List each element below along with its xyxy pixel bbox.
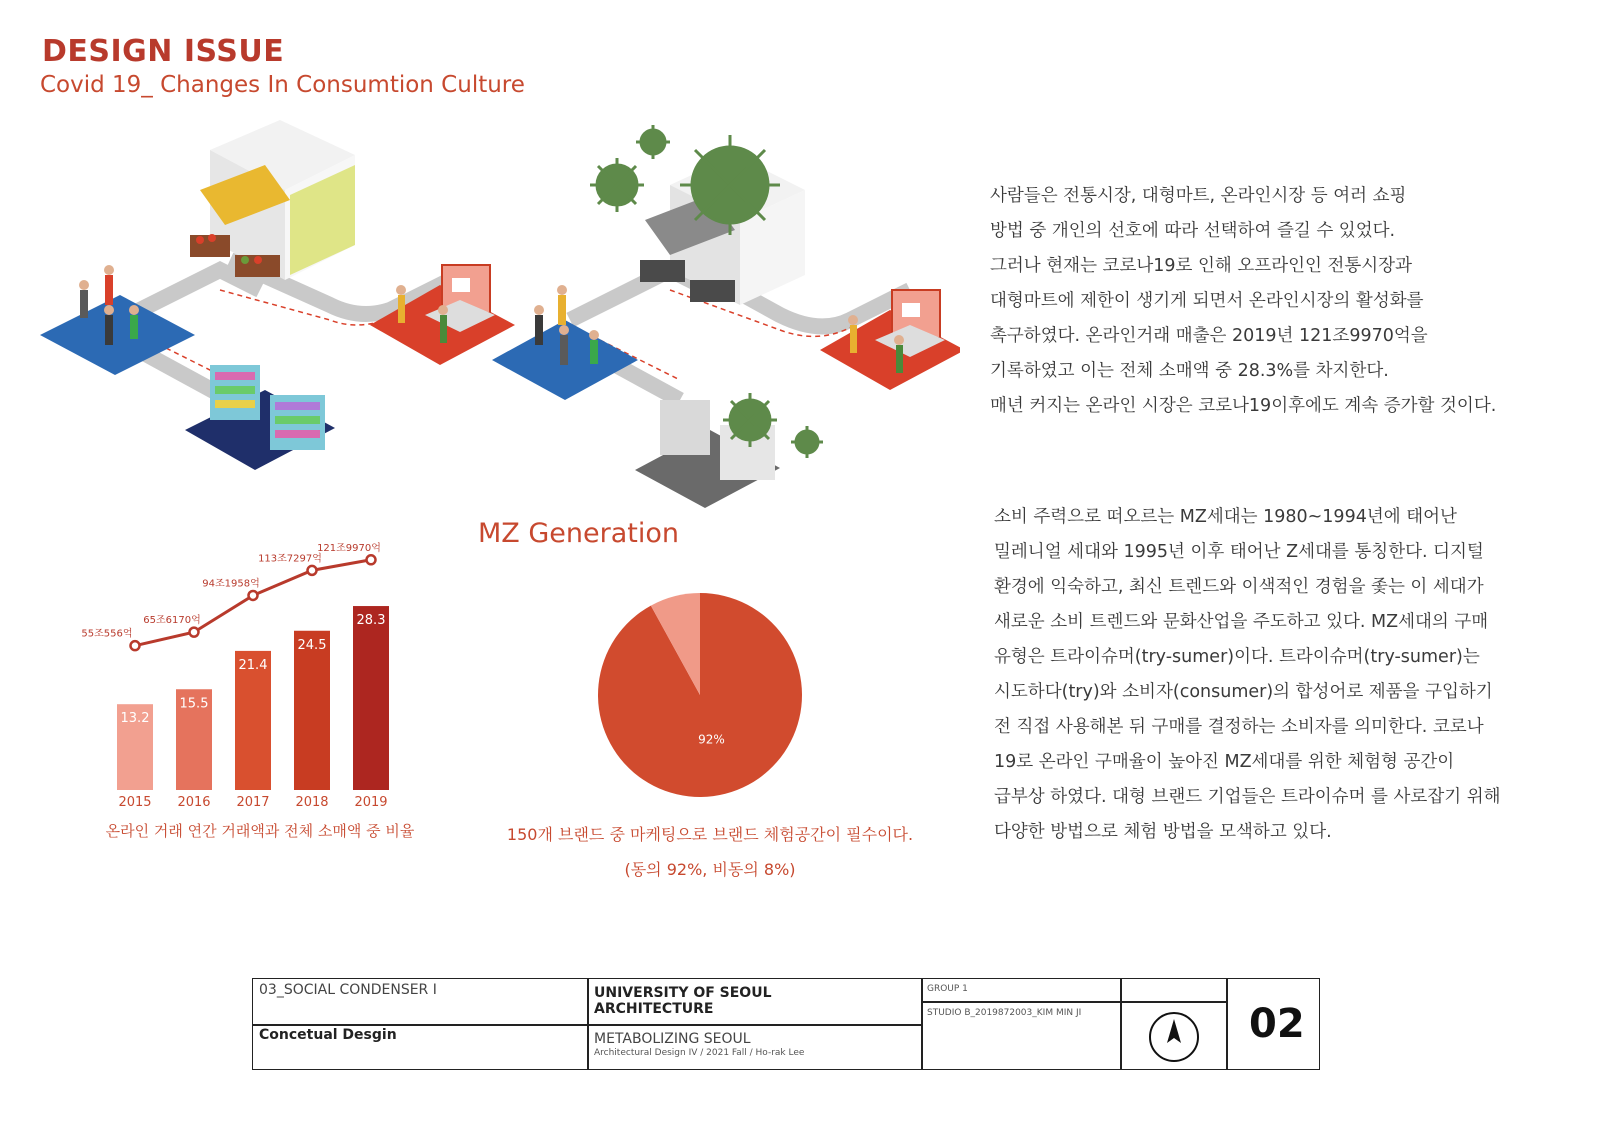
bar bbox=[294, 631, 330, 790]
line-series bbox=[135, 560, 371, 646]
line-value-label: 55조556억 bbox=[81, 628, 133, 640]
paragraph-line: 환경에 익숙하고, 최신 트렌드와 이색적인 경험을 좇는 이 세대가 bbox=[994, 577, 1484, 597]
studio-title: METABOLIZING SEOUL bbox=[594, 1031, 751, 1047]
paragraph-line: 대형마트에 제한이 생기게 되면서 온라인시장의 활성화를 bbox=[990, 291, 1424, 311]
line-point bbox=[308, 566, 317, 575]
paragraph-line: 방법 중 개인의 선호에 따라 선택하여 즐길 수 있었다. bbox=[990, 221, 1396, 241]
group-label: GROUP 1 bbox=[927, 984, 968, 994]
paragraph-line: 새로운 소비 트렌드와 문화산업을 주도하고 있다. MZ세대의 구매 bbox=[994, 612, 1489, 632]
paragraph-line: 촉구하였다. 온라인거래 매출은 2019년 121조9970억을 bbox=[990, 326, 1428, 346]
mz-paragraph bbox=[994, 500, 1554, 850]
paragraph-line: 전 직접 사용해본 뒤 구매를 결정하는 소비자를 의미한다. 코로나 bbox=[994, 717, 1484, 737]
page-title: DESIGN ISSUE bbox=[42, 34, 285, 69]
line-value-label: 94조1958억 bbox=[202, 578, 260, 590]
paragraph-line: 그러나 현재는 코로나19로 인해 오프라인인 전통시장과 bbox=[990, 256, 1412, 276]
university-name bbox=[594, 985, 772, 1017]
university-line: UNIVERSITY OF SEOUL bbox=[594, 985, 772, 1001]
pie-chart-caption: 150개 브랜드 중 마케팅으로 브랜드 체험공간이 필수이다. bbox=[506, 825, 914, 844]
north-arrow-icon bbox=[1148, 1011, 1200, 1063]
paragraph-line: 매년 커지는 온라인 시장은 코로나19이후에도 계속 증가할 것이다. bbox=[990, 396, 1497, 416]
line-value-label: 65조6170억 bbox=[143, 615, 201, 627]
paragraph-line: 19로 온라인 구매율이 높아진 MZ세대를 위한 체험형 공간이 bbox=[994, 752, 1455, 772]
right-scene bbox=[492, 125, 960, 508]
bar-value-label: 15.5 bbox=[179, 696, 209, 712]
paragraph-line: 사람들은 전통시장, 대형마트, 온라인시장 등 여러 쇼핑 bbox=[990, 186, 1407, 206]
sheet-number: 02 bbox=[1249, 1001, 1305, 1047]
department-line: ARCHITECTURE bbox=[594, 1001, 714, 1017]
line-point bbox=[249, 591, 258, 600]
line-value-label: 121조9970억 bbox=[317, 542, 381, 554]
title-block bbox=[252, 978, 1320, 1070]
bar-chart-caption: 온라인 거래 연간 거래액과 전체 소매액 중 비율 bbox=[105, 822, 415, 840]
project-name: 03_SOCIAL CONDENSER I bbox=[259, 982, 437, 998]
course-info: Architectural Design IV / 2021 Fall / Ho-rak Lee bbox=[594, 1048, 805, 1058]
bar-value-label: 24.5 bbox=[297, 637, 327, 653]
paragraph-line: 소비 주력으로 떠오르는 MZ세대는 1980~1994년에 태어난 bbox=[994, 507, 1457, 527]
paragraph-line: 밀레니얼 세대와 1995년 이후 태어난 Z세대를 통칭한다. 디지털 bbox=[994, 542, 1484, 562]
line-point bbox=[190, 628, 199, 637]
x-tick-label: 2018 bbox=[295, 795, 329, 810]
brand-experience-pie-chart bbox=[590, 585, 810, 805]
line-value-label: 113조7297억 bbox=[258, 553, 322, 565]
x-tick-label: 2016 bbox=[177, 795, 211, 810]
x-tick-label: 2019 bbox=[354, 795, 388, 810]
sheet-title: Concetual Desgin bbox=[259, 1027, 397, 1043]
pie-chart-subcaption: (동의 92%, 비동의 8%) bbox=[624, 860, 796, 879]
covid-paragraph bbox=[990, 179, 1550, 424]
paragraph-line: 급부상 하였다. 대형 브랜드 기업들은 트라이슈머 를 사로잡기 위해 bbox=[994, 787, 1501, 807]
pie-slice-label: 92% bbox=[698, 732, 725, 747]
page-subtitle: Covid 19_ Changes In Consumtion Culture bbox=[40, 72, 525, 98]
bar bbox=[353, 606, 389, 790]
shopping-illustration bbox=[30, 110, 960, 520]
left-scene bbox=[40, 120, 515, 470]
x-tick-label: 2017 bbox=[236, 795, 270, 810]
bar-value-label: 28.3 bbox=[356, 613, 386, 629]
paragraph-line: 시도하다(try)와 소비자(consumer)의 합성어로 제품을 구입하기 bbox=[994, 682, 1493, 702]
online-sales-chart bbox=[60, 535, 420, 815]
x-tick-label: 2015 bbox=[118, 795, 152, 810]
line-point bbox=[131, 641, 140, 650]
student-info: STUDIO B_2019872003_KIM MIN JI bbox=[927, 1008, 1082, 1018]
paragraph-line: 기록하였고 이는 전체 소매액 중 28.3%를 차지한다. bbox=[990, 361, 1389, 381]
mz-generation-heading: MZ Generation bbox=[478, 518, 679, 549]
bar-value-label: 13.2 bbox=[120, 711, 150, 727]
paragraph-line: 유형은 트라이슈머(try-sumer)이다. 트라이슈머(try-sumer)는 bbox=[994, 647, 1480, 667]
line-point bbox=[367, 555, 376, 564]
paragraph-line: 다양한 방법으로 체험 방법을 모색하고 있다. bbox=[994, 822, 1332, 842]
bar-value-label: 21.4 bbox=[238, 657, 268, 673]
